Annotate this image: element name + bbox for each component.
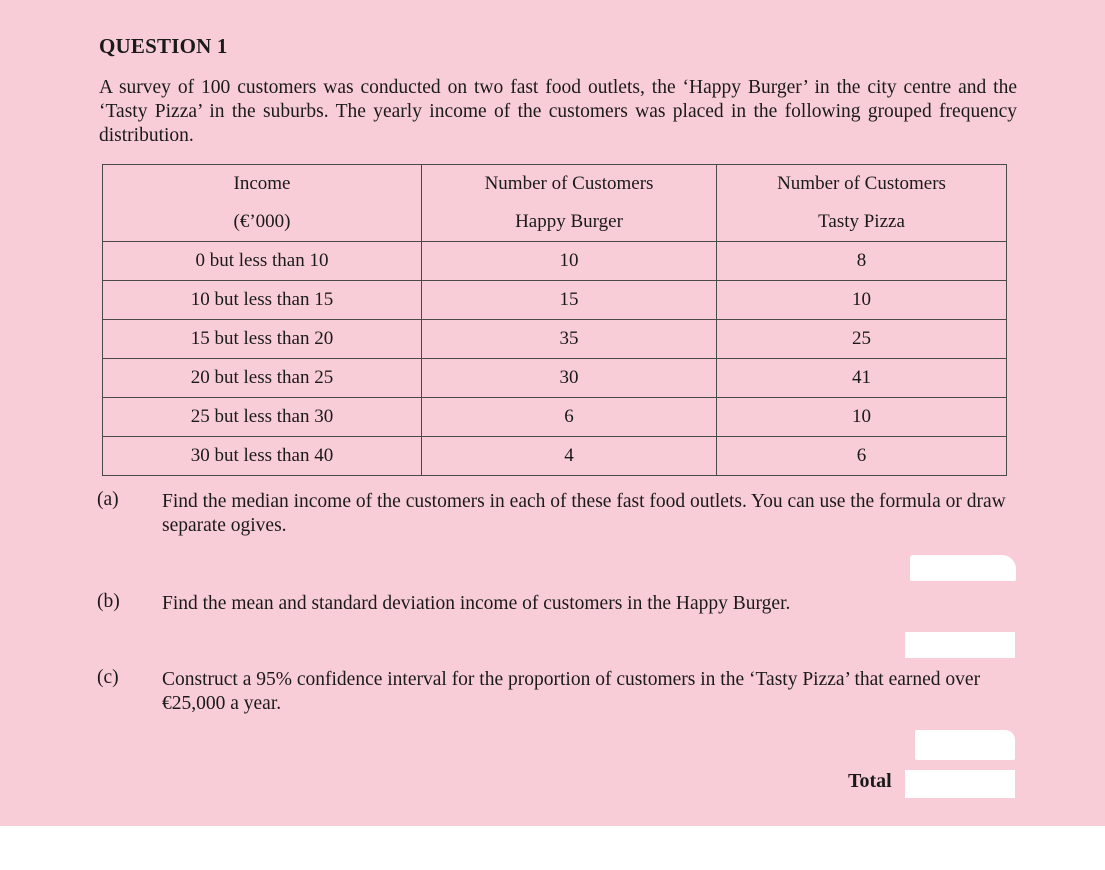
happy-burger-cell: 6 — [422, 398, 717, 437]
tasty-pizza-cell: 8 — [717, 242, 1007, 281]
income-cell: 10 but less than 15 — [103, 281, 422, 320]
happy-burger-cell: 35 — [422, 320, 717, 359]
tasty-pizza-cell: 25 — [717, 320, 1007, 359]
header-line: Income — [233, 173, 291, 194]
header-line: (€’000) — [233, 211, 291, 232]
income-cell: 15 but less than 20 — [103, 320, 422, 359]
redaction-box — [910, 555, 1016, 581]
table-row — [103, 437, 1007, 476]
header-line: Tasty Pizza — [818, 211, 905, 232]
header-line: Number of Customers — [484, 173, 654, 194]
happy-burger-cell: 15 — [422, 281, 717, 320]
income-cell: 25 but less than 30 — [103, 398, 422, 437]
table-row — [103, 281, 1007, 320]
part-a-text: Find the median income of the customers in each of these fast food outlets. You can use the formula or draw separate ogives. — [162, 491, 1006, 536]
header-line: Number of Customers — [777, 173, 946, 194]
part-b-text: Find the mean and standard deviation income of customers in the Happy Burger. — [162, 593, 791, 614]
redaction-box — [905, 770, 1015, 798]
happy-burger-header — [422, 165, 717, 242]
redaction-box — [905, 632, 1015, 658]
income-header — [103, 165, 422, 242]
happy-burger-cell: 30 — [422, 359, 717, 398]
table-row — [103, 320, 1007, 359]
income-cell: 30 but less than 40 — [103, 437, 422, 476]
tasty-pizza-header — [717, 165, 1007, 242]
table-row — [103, 398, 1007, 437]
tasty-pizza-cell: 10 — [717, 281, 1007, 320]
tasty-pizza-cell: 41 — [717, 359, 1007, 398]
redaction-box — [915, 730, 1015, 760]
table-row — [103, 242, 1007, 281]
header-line: Happy Burger — [515, 211, 623, 232]
part-a-label: (a) — [97, 489, 119, 510]
part-c-text: Construct a 95% confidence interval for the proportion of customers in the ‘Tasty Pizza’ that earned over €25,000 a year. — [162, 669, 981, 714]
part-b-label: (b) — [97, 591, 120, 612]
frequency-table — [102, 164, 1007, 476]
question-intro: A survey of 100 customers was conducted on two fast food outlets, the ‘Happy Burger’ in the city centre and the ‘Tasty Pizza’ in the suburbs. The yearly income of the customers was placed in the following grouped frequency distribution. — [99, 77, 1017, 146]
income-cell: 20 but less than 25 — [103, 359, 422, 398]
table-row — [103, 359, 1007, 398]
part-c-label: (c) — [97, 667, 119, 688]
income-cell: 0 but less than 10 — [103, 242, 422, 281]
happy-burger-cell: 4 — [422, 437, 717, 476]
happy-burger-cell: 10 — [422, 242, 717, 281]
table-header-row — [103, 165, 1007, 242]
tasty-pizza-cell: 6 — [717, 437, 1007, 476]
question-title: QUESTION 1 — [99, 34, 228, 58]
total-label: Total — [848, 770, 892, 792]
tasty-pizza-cell: 10 — [717, 398, 1007, 437]
